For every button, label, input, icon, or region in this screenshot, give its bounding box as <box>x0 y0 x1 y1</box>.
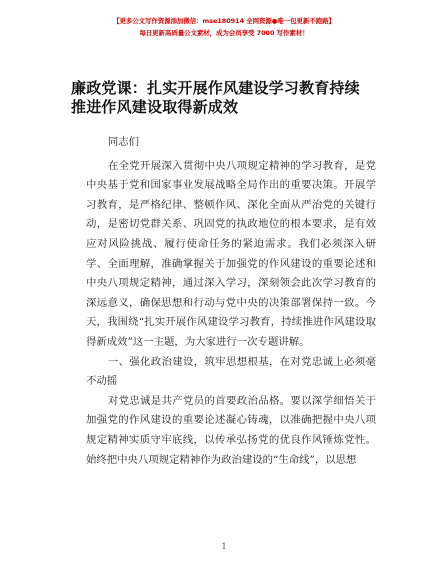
document-title: 廉政党课：扎实开展作风建设学习教育持续推进作风建设取得新成效 <box>71 79 360 116</box>
paragraph-intro: 在全党开展深入贯彻中央八项规定精神的学习教育，是党中央基于党和国家事业发展战略全局作出的重要决策。开展学习教育，是严格纪律、整顿作风、深化全面从严治党的关键行动，是密切党群关系、巩固党的执政地位的根本要求，是有效应对风险挑战、履行使命任务的紧迫需求。我们必须深入研学、全面理解，准确掌握关于加强党的作风建设的重要论述和中央八项规定精神，通过深入学习，深刻领会此次学习教育的深远意义，确保思想和行动与党中央的决策部署保持一致。今天，我围绕“扎实开展作风建设学习教育，持续推进作风建设取得新成效”这一主题，为大家进行一次专题讲解。 <box>86 159 376 348</box>
paragraph-section-1: 对党忠诚是共产党员的首要政治品格。要以深学细悟关于加强党的作风建设的重要论述凝心铸魂，以准确把握中央八项规定精神实质守牢底线，以传承弘扬党的优良作风锤炼党性。始终把中央八项规定精神作为政治建设的“生命线”，以思想 <box>86 394 376 466</box>
page-number: 1 <box>221 542 227 551</box>
section-heading-1: 一、强化政治建设，筑牢思想根基，在对党忠诚上必须毫不动摇 <box>86 355 376 388</box>
promo-banner-line-1: 【更多公文写作资源添加微信：mse180914 全网资源●唯一包更新不跑路】 <box>113 17 335 25</box>
salutation: 同志们 <box>107 136 139 148</box>
document-body <box>86 133 376 470</box>
promo-banner-line-2: 每日更新高质量公文素材，成为会员享受 7000 写作素材！ <box>139 29 309 37</box>
